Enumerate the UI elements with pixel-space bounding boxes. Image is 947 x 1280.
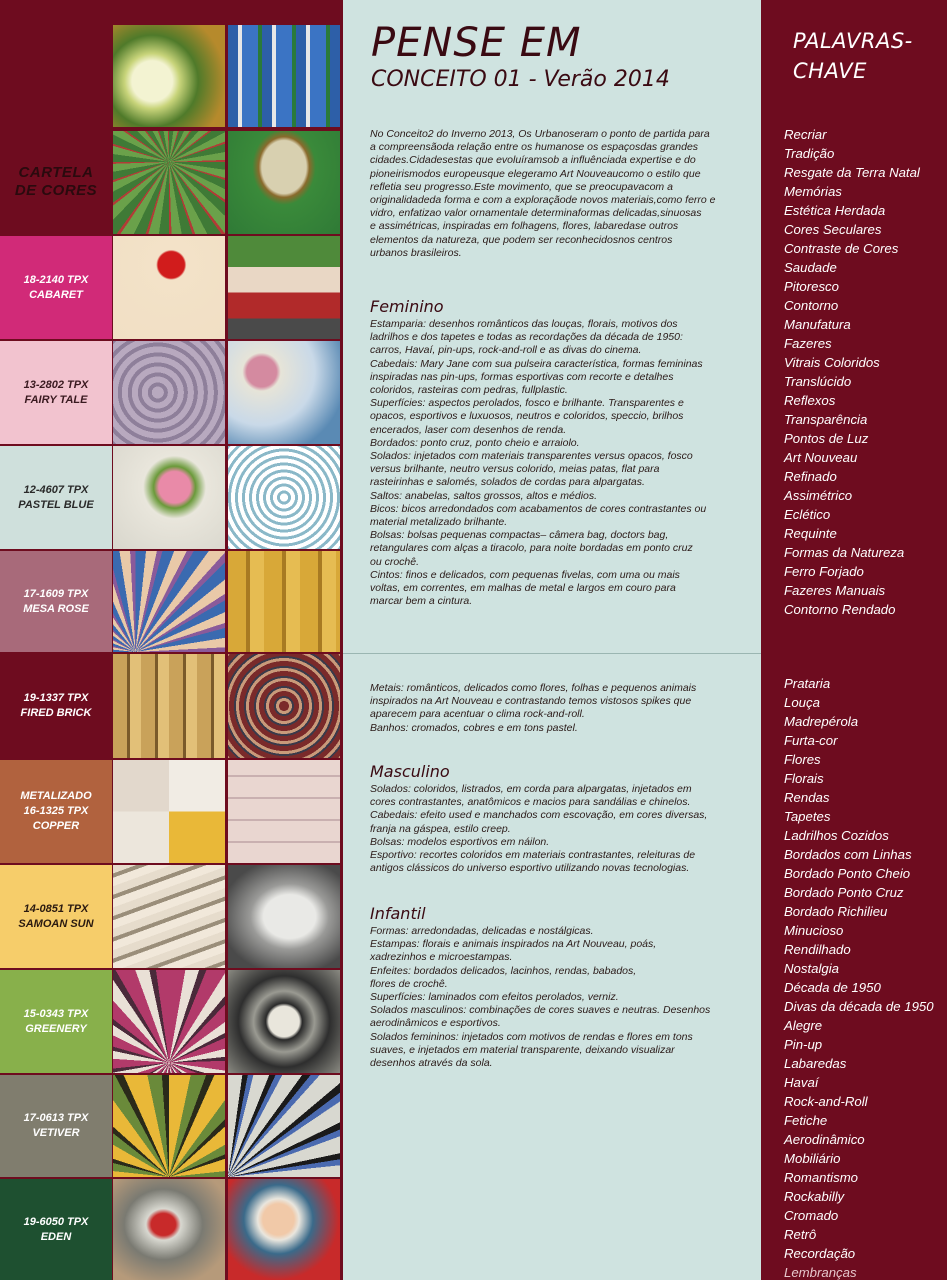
photo-wood-shelves — [113, 654, 225, 758]
keyword-item: Resgate da Terra Natal — [784, 165, 920, 180]
keyword-item: Pitoresco — [784, 279, 839, 294]
keyword-item: Havaí — [784, 1075, 819, 1090]
swatch-label: 19-6050 TPX EDEN — [23, 1215, 89, 1243]
keyword-item: Romantismo — [784, 1170, 859, 1185]
keywords-title: PALAVRAS- CHAVE — [793, 29, 913, 83]
keyword-item: Saudade — [784, 260, 837, 275]
swatch-pastel-blue — [0, 446, 112, 549]
keyword-item: Tapetes — [784, 809, 831, 824]
keyword-item: Tradição — [784, 146, 835, 161]
keyword-item: Labaredas — [784, 1056, 847, 1071]
keyword-item: Contorno — [784, 298, 839, 313]
keyword-item: Eclético — [784, 507, 831, 522]
keyword-item: Translúcido — [784, 374, 852, 389]
keyword-item: Recriar — [784, 127, 827, 142]
photo-pin-up-poster — [228, 1179, 340, 1280]
keyword-item: Assimétrico — [784, 488, 853, 503]
keyword-item: Rockabilly — [784, 1189, 845, 1204]
keyword-item: Transparência — [784, 412, 868, 427]
metais-text: Metais: românticos, delicados como flores, folhas e pequenos animais inspirados na Art Nouveau e contrastando temos vistosos spikes que aparecem para acentuar o clima rock-and-roll. Banhos: cromados, cobres e em tons pastel. — [370, 682, 697, 734]
photo-iron-gate — [228, 1075, 340, 1177]
infantil-heading: Infantil — [370, 904, 426, 923]
swatch-greenery — [0, 970, 112, 1073]
photo-grid — [112, 0, 342, 1280]
photo-mother-of-pearl — [228, 760, 340, 863]
keyword-item: Rendilhado — [784, 942, 851, 957]
swatch-label: 19-1337 TPX FIRED BRICK — [20, 692, 92, 719]
keywords-list-secondary — [784, 674, 934, 1280]
keyword-item: Refinado — [784, 469, 837, 484]
keyword-item: Vitrais Coloridos — [784, 355, 880, 370]
intro-paragraph: No Conceito2 do Inverno 2013, Os Urbanoseram o ponto de partida para a compreensãoda relação entre os humanose os espaçosdas grandes cidades.Cidadesestas que evoluíramsob a influênciada expertise e do pioneirismodos europeusque elegeramo Art Nouveaucomo o estilo que refletia seu progresso.Este movimento, que se preocupavacom a originalidadeda forma e com a exploraçãode novos materiais,como ferro e vidro, enfatizao valor ornamentale determinaformas delicadas,sinuosas e assimétricas, inspiradas em folhagens, flores, labaredase outros elementos da natureza, que podem ser reconhecidosnos centros urbanos brasileiros. — [370, 128, 716, 259]
keyword-item: Fazeres — [784, 336, 832, 351]
photo-folk-dancers — [228, 236, 340, 339]
swatch-label: 17-1609 TPX MESA ROSE — [23, 587, 89, 615]
keyword-item: Bordados com Linhas — [784, 847, 912, 862]
keyword-item: Estética Herdada — [784, 203, 886, 218]
keyword-item: Louça — [784, 695, 820, 710]
photo-wooden-clogs — [228, 551, 340, 652]
keywords-column — [761, 0, 947, 1280]
keyword-item: Furta-cor — [784, 733, 838, 748]
photo-stained-glass-door — [113, 970, 225, 1073]
photo-blue-window — [228, 25, 340, 127]
keyword-item: Memórias — [784, 184, 842, 199]
photo-iron-monogram — [228, 970, 340, 1073]
keyword-item: Cromado — [784, 1208, 839, 1223]
keyword-item: Formas da Natureza — [784, 545, 905, 560]
swatch-samoan-sun — [0, 865, 112, 968]
keyword-item: Divas da década de 1950 — [784, 999, 934, 1014]
swatch-copper — [0, 760, 112, 863]
swatch-fired-brick — [0, 654, 112, 758]
keyword-item: Bordado Ponto Cruz — [784, 885, 904, 900]
photo-red-carnation — [113, 236, 225, 339]
keyword-item: Fazeres Manuais — [784, 583, 886, 598]
photo-lace-fabric — [113, 341, 225, 444]
swatch-label: METALIZADO 16-1325 TPX COPPER — [20, 790, 92, 832]
photo-art-nouveau-window — [113, 1075, 225, 1177]
swatch-label: 14-0851 TPX SAMOAN SUN — [18, 902, 94, 930]
swatch-label: 13-2802 TPX FAIRY TALE — [23, 378, 89, 406]
keyword-item: Rock-and-Roll — [784, 1094, 868, 1109]
swatch-vetiver — [0, 1075, 112, 1177]
photo-white-lace — [228, 446, 340, 549]
keywords-list-primary — [784, 125, 920, 619]
masculino-heading: Masculino — [370, 762, 450, 781]
keyword-item: Madrepérola — [784, 714, 859, 729]
photo-green-umbrella — [113, 131, 225, 234]
keyword-item: Alegre — [784, 1018, 823, 1033]
photo-cross-stitch-rose — [113, 446, 225, 549]
keyword-item: Manufatura — [784, 317, 851, 332]
keyword-item: Década de 1950 — [784, 980, 881, 995]
swatch-label: 12-4607 TPX PASTEL BLUE — [18, 483, 94, 511]
keyword-item: Mobiliário — [784, 1151, 841, 1166]
color-chart-column — [0, 0, 112, 1280]
keyword-item: Ladrilhos Cozidos — [784, 828, 889, 843]
photo-persian-rug — [228, 654, 340, 758]
photo-stained-dome — [113, 551, 225, 652]
keyword-item: Nostalgia — [784, 961, 839, 976]
swatch-fairy-tale — [0, 341, 112, 444]
keyword-item: Pontos de Luz — [784, 431, 869, 446]
page-subtitle: CONCEITO 01 - Verão 2014 — [371, 67, 670, 92]
keyword-item: Fetiche — [784, 1113, 828, 1128]
concept-text-panel — [343, 0, 761, 1280]
keyword-item: Bordado Richilieu — [784, 904, 888, 919]
keyword-item: Prataria — [784, 676, 831, 691]
photo-silver-tray — [228, 865, 340, 968]
photo-floral-porcelain — [228, 341, 340, 444]
keyword-item: Contorno Rendado — [784, 602, 896, 617]
keyword-item: Requinte — [784, 526, 837, 541]
section-divider — [343, 653, 761, 654]
swatch-cabaret — [0, 236, 112, 339]
keyword-item: Cores Seculares — [784, 222, 882, 237]
keyword-item: Minucioso — [784, 923, 844, 938]
keyword-item: Florais — [784, 771, 824, 786]
keyword-item: Pin-up — [784, 1037, 823, 1052]
keyword-item: Recordação — [784, 1246, 856, 1261]
photo-hydrangea — [113, 25, 225, 127]
keyword-item: Rendas — [784, 790, 830, 805]
photo-old-portrait — [228, 131, 340, 234]
swatch-mesa-rose — [0, 551, 112, 652]
swatch-label: 17-0613 TPX VETIVER — [23, 1112, 89, 1139]
keyword-item: Aerodinâmico — [784, 1132, 865, 1147]
page-title: PENSE EM — [371, 20, 582, 66]
keyword-item: Art Nouveau — [784, 450, 858, 465]
photo-vintage-car — [113, 1179, 225, 1280]
keyword-item: Contraste de Cores — [784, 241, 899, 256]
keyword-item: Lembranças — [784, 1265, 857, 1280]
feminino-heading: Feminino — [370, 297, 444, 316]
swatch-eden — [0, 1179, 112, 1280]
swatch-label: 18-2140 TPX CABARET — [23, 273, 89, 301]
photo-tiles — [113, 760, 225, 863]
keyword-item: Retrô — [784, 1227, 817, 1242]
feminino-text: Estamparia: desenhos românticos das louças, florais, motivos dos ladrilhos e dos tapetes e todas as recordações da década de 1950: carros, Havaí, pin-ups, rock-and-roll e as divas do cinema. Cabedais: Mary Jane com sua pulseira característica, formas femininas inspiradas nas pin-ups, formas esportivas com recorte e detalhes coloridos, rasteiras com pedras, fullplastic. Superfícies: aspectos perolados, fosco e brilhante. Transparentes e opacos, esportivos e luxuosos, neutros e coloridos, speccio, brilhos encerados, laser com desenhos de renda. Bordados: ponto cruz, ponto cheio e arraiolo. Solados: injetados com materiais transparentes versus opacos, fosco versus brilhante, neutro versus colorido, meias patas, flat para rasteirinhas e salomés, solados de cordas para alpargatas. Saltos: anabelas, saltos grossos, altos e médios. Bicos: bicos arredondados com acabamentos de cores contrastantes ou material metalizado brilhante. Bolsas: bolsas pequenas compactas– câmera bag, doctors bag, retangulares com alças a tiracolo, para noite bordadas em ponto cruz ou crochê. Cintos: finos e delicados, com pequenas fivelas, com uma ou mais voltas, em correntes, em malhas de metal e largos em couro para marcar bem a cintura. — [370, 318, 707, 608]
photo-silk-fabric — [113, 865, 225, 968]
swatch-label: 15-0343 TPX GREENERY — [23, 1007, 89, 1035]
color-chart-title-block — [0, 130, 112, 234]
keyword-item: Bordado Ponto Cheio — [784, 866, 911, 881]
color-chart-title: CARTELA DE CORES — [14, 164, 98, 199]
masculino-text: Solados: coloridos, listrados, em corda para alpargatas, injetados em cores contrastantes, anatômicos e macios para sandálias e chinelos. Cabedais: efeito used e manchados com escovação, em cores diversas, franja na gáspea, estilo creep. Bolsas: modelos esportivos em náilon. Esportivo: recortes coloridos em materiais contrastantes, releituras de antigos clássicos do universo esportivo utilizando novas tecnologias. — [370, 783, 708, 875]
infantil-text: Formas: arredondadas, delicadas e nostálgicas. Estampas: florais e animais inspirados na Art Nouveau, poás, xadrezinhos e microestampas. Enfeites: bordados delicados, lacinhos, rendas, babados, flores de crochê. Superfícies: laminados com efeitos perolados, verniz. Solados masculinos: combinações de cores suaves e neutras. Desenhos aerodinâmicos e esportivos. Solados femininos: injetados com motivos de rendas e flores em tons suaves, e injetados em material transparente, deixando visualizar desenhos através da sola. — [370, 925, 711, 1070]
keyword-item: Ferro Forjado — [784, 564, 864, 579]
keyword-item: Reflexos — [784, 393, 836, 408]
keyword-item: Flores — [784, 752, 821, 767]
